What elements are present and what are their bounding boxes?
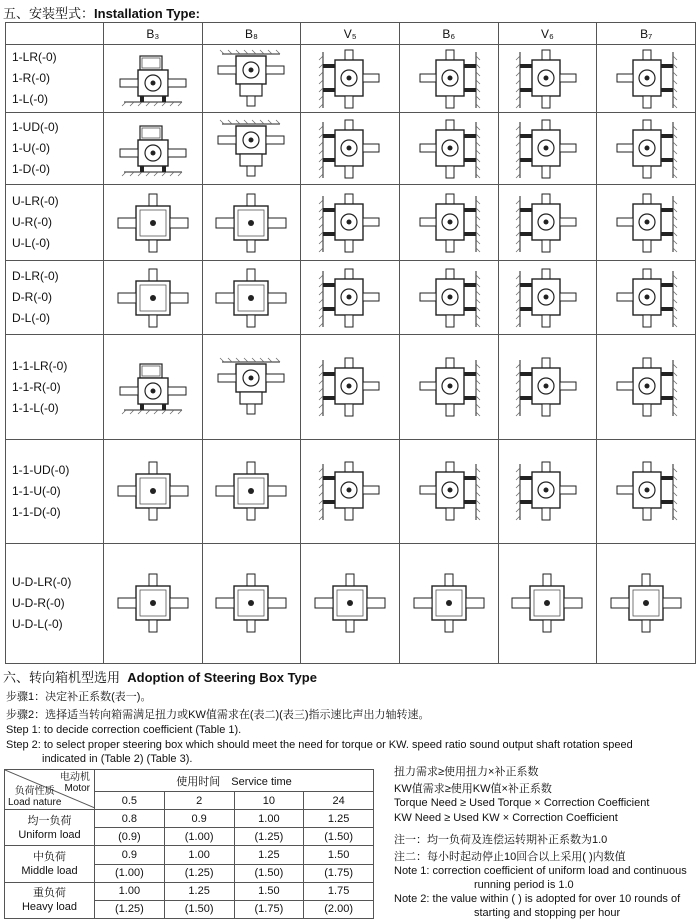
mounting-drawing-cell [399, 335, 498, 439]
load-row [5, 846, 374, 864]
mounting-drawing-cell [498, 113, 597, 185]
mounting-drawing-cell [399, 261, 498, 335]
gearbox-drawing-icon [311, 267, 389, 329]
load-label-cell [5, 846, 95, 882]
row-label: 1-UD(-0) [12, 120, 59, 135]
factor-value-frequent: (0.9) [95, 828, 165, 846]
gearbox-drawing-icon [410, 192, 488, 254]
row-label: U-D-L(-0) [12, 616, 63, 631]
motor-cn: 电动机 [60, 772, 90, 783]
note-en2: Note 2: the value within ( ) is adopted for over 10 rounds of [394, 893, 681, 905]
gearbox-drawing-icon [212, 460, 290, 522]
gearbox-drawing-icon [212, 356, 290, 418]
gearbox-drawing-icon [508, 192, 586, 254]
gearbox-drawing-icon [311, 192, 389, 254]
factor-value: 1.50 [304, 846, 374, 864]
installation-row [6, 439, 696, 543]
note-en1-cont: running period is 1.0 [474, 879, 574, 891]
service-time-header: 使用时间 Service time [95, 770, 374, 792]
load-name-en: Middle load [21, 865, 78, 878]
step2-en: Step 2: to select proper steering box which should meet the need for torque or KW. speed ratio sound output shaft rotation speed [6, 739, 633, 751]
factor-value: 1.25 [164, 882, 234, 900]
factor-value-frequent: (1.50) [234, 864, 304, 882]
gearbox-drawing-icon [508, 572, 586, 634]
section5-title: 五、安装型式：Installation Type: [3, 6, 200, 21]
mounting-drawing-cell [399, 543, 498, 663]
factor-value: 1.25 [234, 846, 304, 864]
note-en2-cont: starting and stopping per hour [474, 907, 621, 919]
row-label-cell [6, 45, 104, 113]
col-header: B₈ [202, 23, 301, 45]
mounting-drawing-cell [104, 439, 203, 543]
mounting-drawing-cell [399, 439, 498, 543]
mounting-drawing-cell [597, 185, 696, 261]
gearbox-drawing-icon [114, 192, 192, 254]
row-label: D-LR(-0) [12, 269, 59, 284]
factor-value: 1.25 [304, 810, 374, 828]
formula-cn1: 扭力需求≥使用扭力×补正系数 [394, 766, 539, 778]
mounting-drawing-cell [104, 113, 203, 185]
mounting-drawing-cell [301, 45, 400, 113]
mounting-drawing-cell [301, 543, 400, 663]
row-label-cell [6, 335, 104, 439]
mounting-drawing-cell [301, 335, 400, 439]
mounting-drawing-cell [202, 335, 301, 439]
formula-en2: KW Need ≥ Used KW × Correction Coefficient [394, 812, 618, 824]
row-label: 1-R(-0) [12, 71, 50, 86]
row-label: 1-1-L(-0) [12, 400, 59, 415]
mounting-drawing-cell [301, 439, 400, 543]
mounting-drawing-cell [597, 261, 696, 335]
row-label: 1-1-R(-0) [12, 379, 61, 394]
gearbox-drawing-icon [212, 118, 290, 180]
row-label: 1-LR(-0) [12, 50, 57, 65]
factor-value: 1.00 [164, 846, 234, 864]
corner-cell [6, 23, 104, 45]
gearbox-drawing-icon [607, 460, 685, 522]
load-label-cell [5, 810, 95, 846]
mounting-drawing-cell [104, 45, 203, 113]
gearbox-drawing-icon [212, 192, 290, 254]
factor-value-frequent: (1.25) [234, 828, 304, 846]
row-label: 1-L(-0) [12, 92, 49, 107]
mounting-drawing-cell [597, 45, 696, 113]
gearbox-drawing-icon [410, 267, 488, 329]
factor-value-frequent: (1.50) [304, 828, 374, 846]
load-name-cn: 重负荷 [33, 887, 66, 900]
row-label: U-D-R(-0) [12, 595, 65, 610]
mounting-drawing-cell [104, 543, 203, 663]
mounting-drawing-cell [399, 185, 498, 261]
factor-value: 1.00 [95, 882, 165, 900]
mounting-drawing-cell [498, 439, 597, 543]
mounting-drawing-cell [399, 113, 498, 185]
load-row [5, 810, 374, 828]
mounting-drawing-cell [597, 335, 696, 439]
mounting-drawing-cell [104, 185, 203, 261]
factor-value: 1.00 [234, 810, 304, 828]
mounting-drawing-cell [399, 45, 498, 113]
col-header: V₆ [498, 23, 597, 45]
row-label: 1-1-D(-0) [12, 504, 61, 519]
gearbox-drawing-icon [311, 118, 389, 180]
load-cn: 负荷性质 [14, 786, 55, 798]
load-name-en: Uniform load [18, 828, 81, 841]
note-cn2: 注二：每小时起动停止10回合以上采用( )内数值 [394, 851, 626, 863]
formula-en1: Torque Need ≥ Used Torque × Correction Coefficient [394, 797, 650, 809]
col-header: B₇ [597, 23, 696, 45]
row-label-cell [6, 543, 104, 663]
gearbox-drawing-icon [114, 118, 192, 180]
mounting-drawing-cell [202, 45, 301, 113]
step2-cn: 步骤2：选择适当转向箱需满足扭力或KW值需求在(表二)(表三)指示速比声出力轴转速。 [6, 709, 430, 721]
hours-cell: 24 [304, 792, 374, 810]
formula-cn2: KW值需求≥使用KW值×补正系数 [394, 783, 552, 795]
installation-row [6, 185, 696, 261]
gearbox-drawing-icon [212, 267, 290, 329]
installation-row [6, 113, 696, 185]
load-row [5, 882, 374, 900]
installation-header-row [6, 23, 696, 45]
mounting-drawing-cell [202, 543, 301, 663]
col-header: V₅ [301, 23, 400, 45]
installation-row [6, 261, 696, 335]
note-cn1: 注一：均一负荷及连偿运转期补正系数为1.0 [394, 834, 608, 846]
gearbox-drawing-icon [212, 48, 290, 110]
row-label: D-L(-0) [12, 311, 50, 326]
row-label-cell [6, 113, 104, 185]
row-label: 1-1-UD(-0) [12, 462, 70, 477]
hours-cell: 10 [234, 792, 304, 810]
gearbox-drawing-icon [311, 460, 389, 522]
gearbox-drawing-icon [311, 572, 389, 634]
factor-value-frequent: (1.75) [234, 900, 304, 918]
row-label: U-D-LR(-0) [12, 574, 72, 589]
gearbox-drawing-icon [311, 48, 389, 110]
gearbox-drawing-icon [607, 356, 685, 418]
gearbox-drawing-icon [311, 356, 389, 418]
section6-title: 六、转向箱机型选用 Adoption of Steering Box Type [3, 670, 317, 685]
mounting-drawing-cell [301, 261, 400, 335]
mounting-drawing-cell [202, 113, 301, 185]
load-name-cn: 均一负荷 [27, 814, 72, 827]
factor-value-frequent: (2.00) [304, 900, 374, 918]
gearbox-drawing-icon [410, 572, 488, 634]
mounting-drawing-cell [202, 439, 301, 543]
row-label: 1-1-LR(-0) [12, 358, 68, 373]
mounting-drawing-cell [498, 543, 597, 663]
mounting-drawing-cell [498, 261, 597, 335]
row-label: 1-U(-0) [12, 141, 50, 156]
gearbox-drawing-icon [410, 118, 488, 180]
factor-value-frequent: (1.00) [164, 828, 234, 846]
factor-value-frequent: (1.25) [164, 864, 234, 882]
mounting-drawing-cell [202, 261, 301, 335]
gearbox-drawing-icon [607, 192, 685, 254]
row-label-cell [6, 439, 104, 543]
gearbox-drawing-icon [114, 356, 192, 418]
gearbox-drawing-icon [508, 460, 586, 522]
gearbox-drawing-icon [410, 356, 488, 418]
col-header: B₃ [104, 23, 203, 45]
mounting-drawing-cell [597, 439, 696, 543]
installation-row [6, 543, 696, 663]
service-factor-table [4, 769, 374, 919]
factor-value: 0.8 [95, 810, 165, 828]
gearbox-drawing-icon [508, 356, 586, 418]
load-name-cn: 中负荷 [33, 851, 66, 864]
row-label-cell [6, 261, 104, 335]
motor-en: Motor [64, 783, 90, 794]
gearbox-drawing-icon [607, 267, 685, 329]
gearbox-drawing-icon [410, 460, 488, 522]
hours-cell: 0.5 [95, 792, 165, 810]
mounting-drawing-cell [498, 185, 597, 261]
row-label: U-L(-0) [12, 236, 50, 251]
gearbox-drawing-icon [212, 572, 290, 634]
mounting-drawing-cell [104, 261, 203, 335]
installation-row [6, 45, 696, 113]
installation-row [6, 335, 696, 439]
step1-en: Step 1: to decide correction coefficient (Table 1). [6, 724, 242, 736]
step1-cn: 步骤1：决定补正系数(表一)。 [6, 691, 152, 703]
factor-value-frequent: (1.50) [164, 900, 234, 918]
row-label: U-LR(-0) [12, 194, 59, 209]
gearbox-drawing-icon [607, 118, 685, 180]
gearbox-drawing-icon [607, 48, 685, 110]
installation-type-table [5, 22, 696, 664]
mounting-drawing-cell [597, 543, 696, 663]
mounting-drawing-cell [202, 185, 301, 261]
mounting-drawing-cell [301, 185, 400, 261]
factor-value: 0.9 [95, 846, 165, 864]
gearbox-drawing-icon [114, 267, 192, 329]
gearbox-drawing-icon [114, 460, 192, 522]
load-en: Load nature [8, 797, 62, 809]
row-label: 1-D(-0) [12, 162, 50, 177]
row-label-cell [6, 185, 104, 261]
row-label: U-R(-0) [12, 215, 52, 230]
gearbox-drawing-icon [508, 118, 586, 180]
mounting-drawing-cell [597, 113, 696, 185]
hours-cell: 2 [164, 792, 234, 810]
gearbox-drawing-icon [114, 48, 192, 110]
gearbox-drawing-icon [410, 48, 488, 110]
mounting-drawing-cell [301, 113, 400, 185]
factor-value: 1.50 [234, 882, 304, 900]
note-en1: Note 1: correction coefficient of uniform load and continuous [394, 865, 687, 877]
col-header: B₆ [399, 23, 498, 45]
factor-value-frequent: (1.25) [95, 900, 165, 918]
gearbox-drawing-icon [508, 267, 586, 329]
mounting-drawing-cell [498, 335, 597, 439]
step2-en-cont: indicated in (Table 2) (Table 3). [42, 753, 193, 765]
factor-value: 0.9 [164, 810, 234, 828]
row-label: 1-1-U(-0) [12, 483, 61, 498]
factor-value-frequent: (1.00) [95, 864, 165, 882]
load-name-en: Heavy load [21, 901, 78, 914]
factor-value-frequent: (1.75) [304, 864, 374, 882]
factor-value: 1.75 [304, 882, 374, 900]
gearbox-drawing-icon [114, 572, 192, 634]
diagonal-header [5, 770, 95, 810]
load-label-cell [5, 882, 95, 918]
gearbox-drawing-icon [508, 48, 586, 110]
row-label: D-R(-0) [12, 290, 52, 305]
mounting-drawing-cell [498, 45, 597, 113]
gearbox-drawing-icon [607, 572, 685, 634]
mounting-drawing-cell [104, 335, 203, 439]
